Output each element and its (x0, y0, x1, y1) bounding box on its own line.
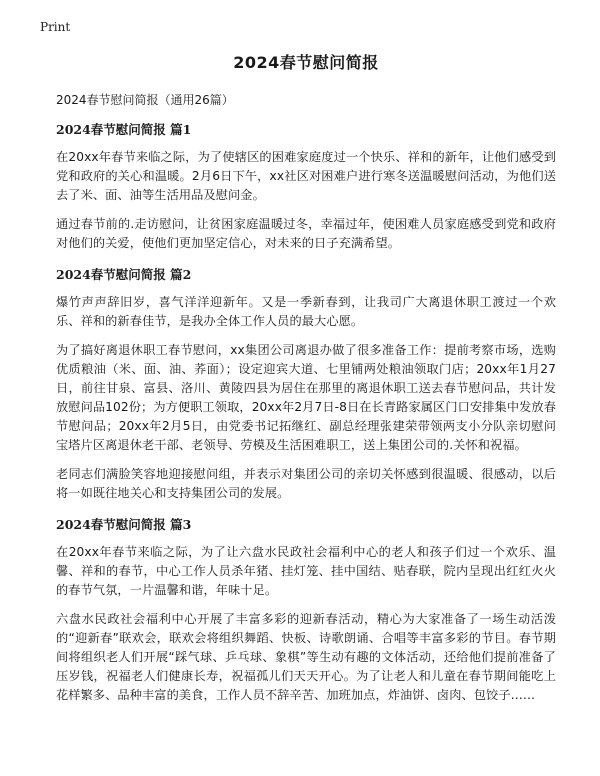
section-3 (56, 515, 556, 705)
paragraph: 六盘水民政社会福利中心开展了丰富多彩的迎新春活动，精心为大家准备了一场生动活泼的“迎新春”联欢会，联欢会将组织舞蹈、快板、诗歌朗诵、合唱等丰富多彩的节目。春节期间将组织老人们开展“踩气球、乒乓球、象棋”等生动有趣的文体活动，还给他们提前准备了压岁钱，祝福老人们健康长寿，祝福孤儿们天天开心。为了让老人和儿童在春节期间能吃上花样繁多、品种丰富的美食，工作人员不辞辛苦、加班加点，炸油饼、卤肉、包饺子…… (56, 612, 556, 702)
section-heading: 2024春节慰问简报 篇1 (56, 122, 192, 137)
paragraph: 在20xx年春节来临之际，为了让六盘水民政社会福利中心的老人和孩子们过一个欢乐、温馨、祥和的春节，中心工作人员杀年猪、挂灯笼、挂中国结、贴春联，院内呈现出红红火火的春节气氛，一片温馨和谐，年味十足。 (56, 545, 556, 597)
print-link[interactable]: Print (40, 20, 71, 34)
paragraph: 老同志们满脸笑容地迎接慰问组，并表示对集团公司的亲切关怀感到很温暖、很感动，以后将一如既往地关心和支持集团公司的发展。 (56, 467, 556, 500)
paragraph: 为了搞好离退休职工春节慰问，xx集团公司离退办做了很多准备工作：提前考察市场，选购优质粮油（米、面、油、荞面）；设定迎宾大道、七里铺两处粮油领取门店；20xx年1月27日，前往甘泉、富县、洛川、黄陵四县为居住在那里的离退休职工送去春节慰问品，共计发放慰问品102份；为方便职工领取，20xx年2月7日-8日在长青路家属区门口安排集中发放春节慰问品；20xx年2月5日，由党委书记拓继红、副总经理张建荣带领两支小分队亲切慰问宝塔片区离退休老干部、老领导、劳模及生活困难职工，送上集团公司的.关怀和祝福。 (56, 343, 556, 452)
section-heading: 2024春节慰问简报 篇2 (56, 267, 192, 282)
paragraph: 通过春节前的.走访慰问，让贫困家庭温暖过冬，幸福过年，使困难人员家庭感受到党和政府对他们的关爱，使他们更加坚定信心，对未来的日子充满希望。 (56, 217, 556, 250)
section-heading: 2024春节慰问简报 篇3 (56, 517, 192, 532)
paragraph: 在20xx年春节来临之际，为了使辖区的困难家庭度过一个快乐、祥和的新年，让他们感受到党和政府的关心和温暖。2月6日下午，xx社区对困难户进行寒冬送温暖慰问活动，为他们送去了米、面、油等生活用品及慰问金。 (56, 150, 556, 202)
paragraph: 爆竹声声辞旧岁，喜气洋洋迎新年。又是一季新春到，让我司广大离退休职工渡过一个欢乐、祥和的新春佳节，是我办全体工作人员的最大心愿。 (56, 295, 556, 328)
document-subtitle: 2024春节慰问简报（通用26篇） (56, 93, 234, 107)
document (56, 50, 556, 715)
document-title: 2024春节慰问简报 (233, 53, 379, 72)
section-1 (56, 120, 556, 253)
section-2 (56, 265, 556, 503)
